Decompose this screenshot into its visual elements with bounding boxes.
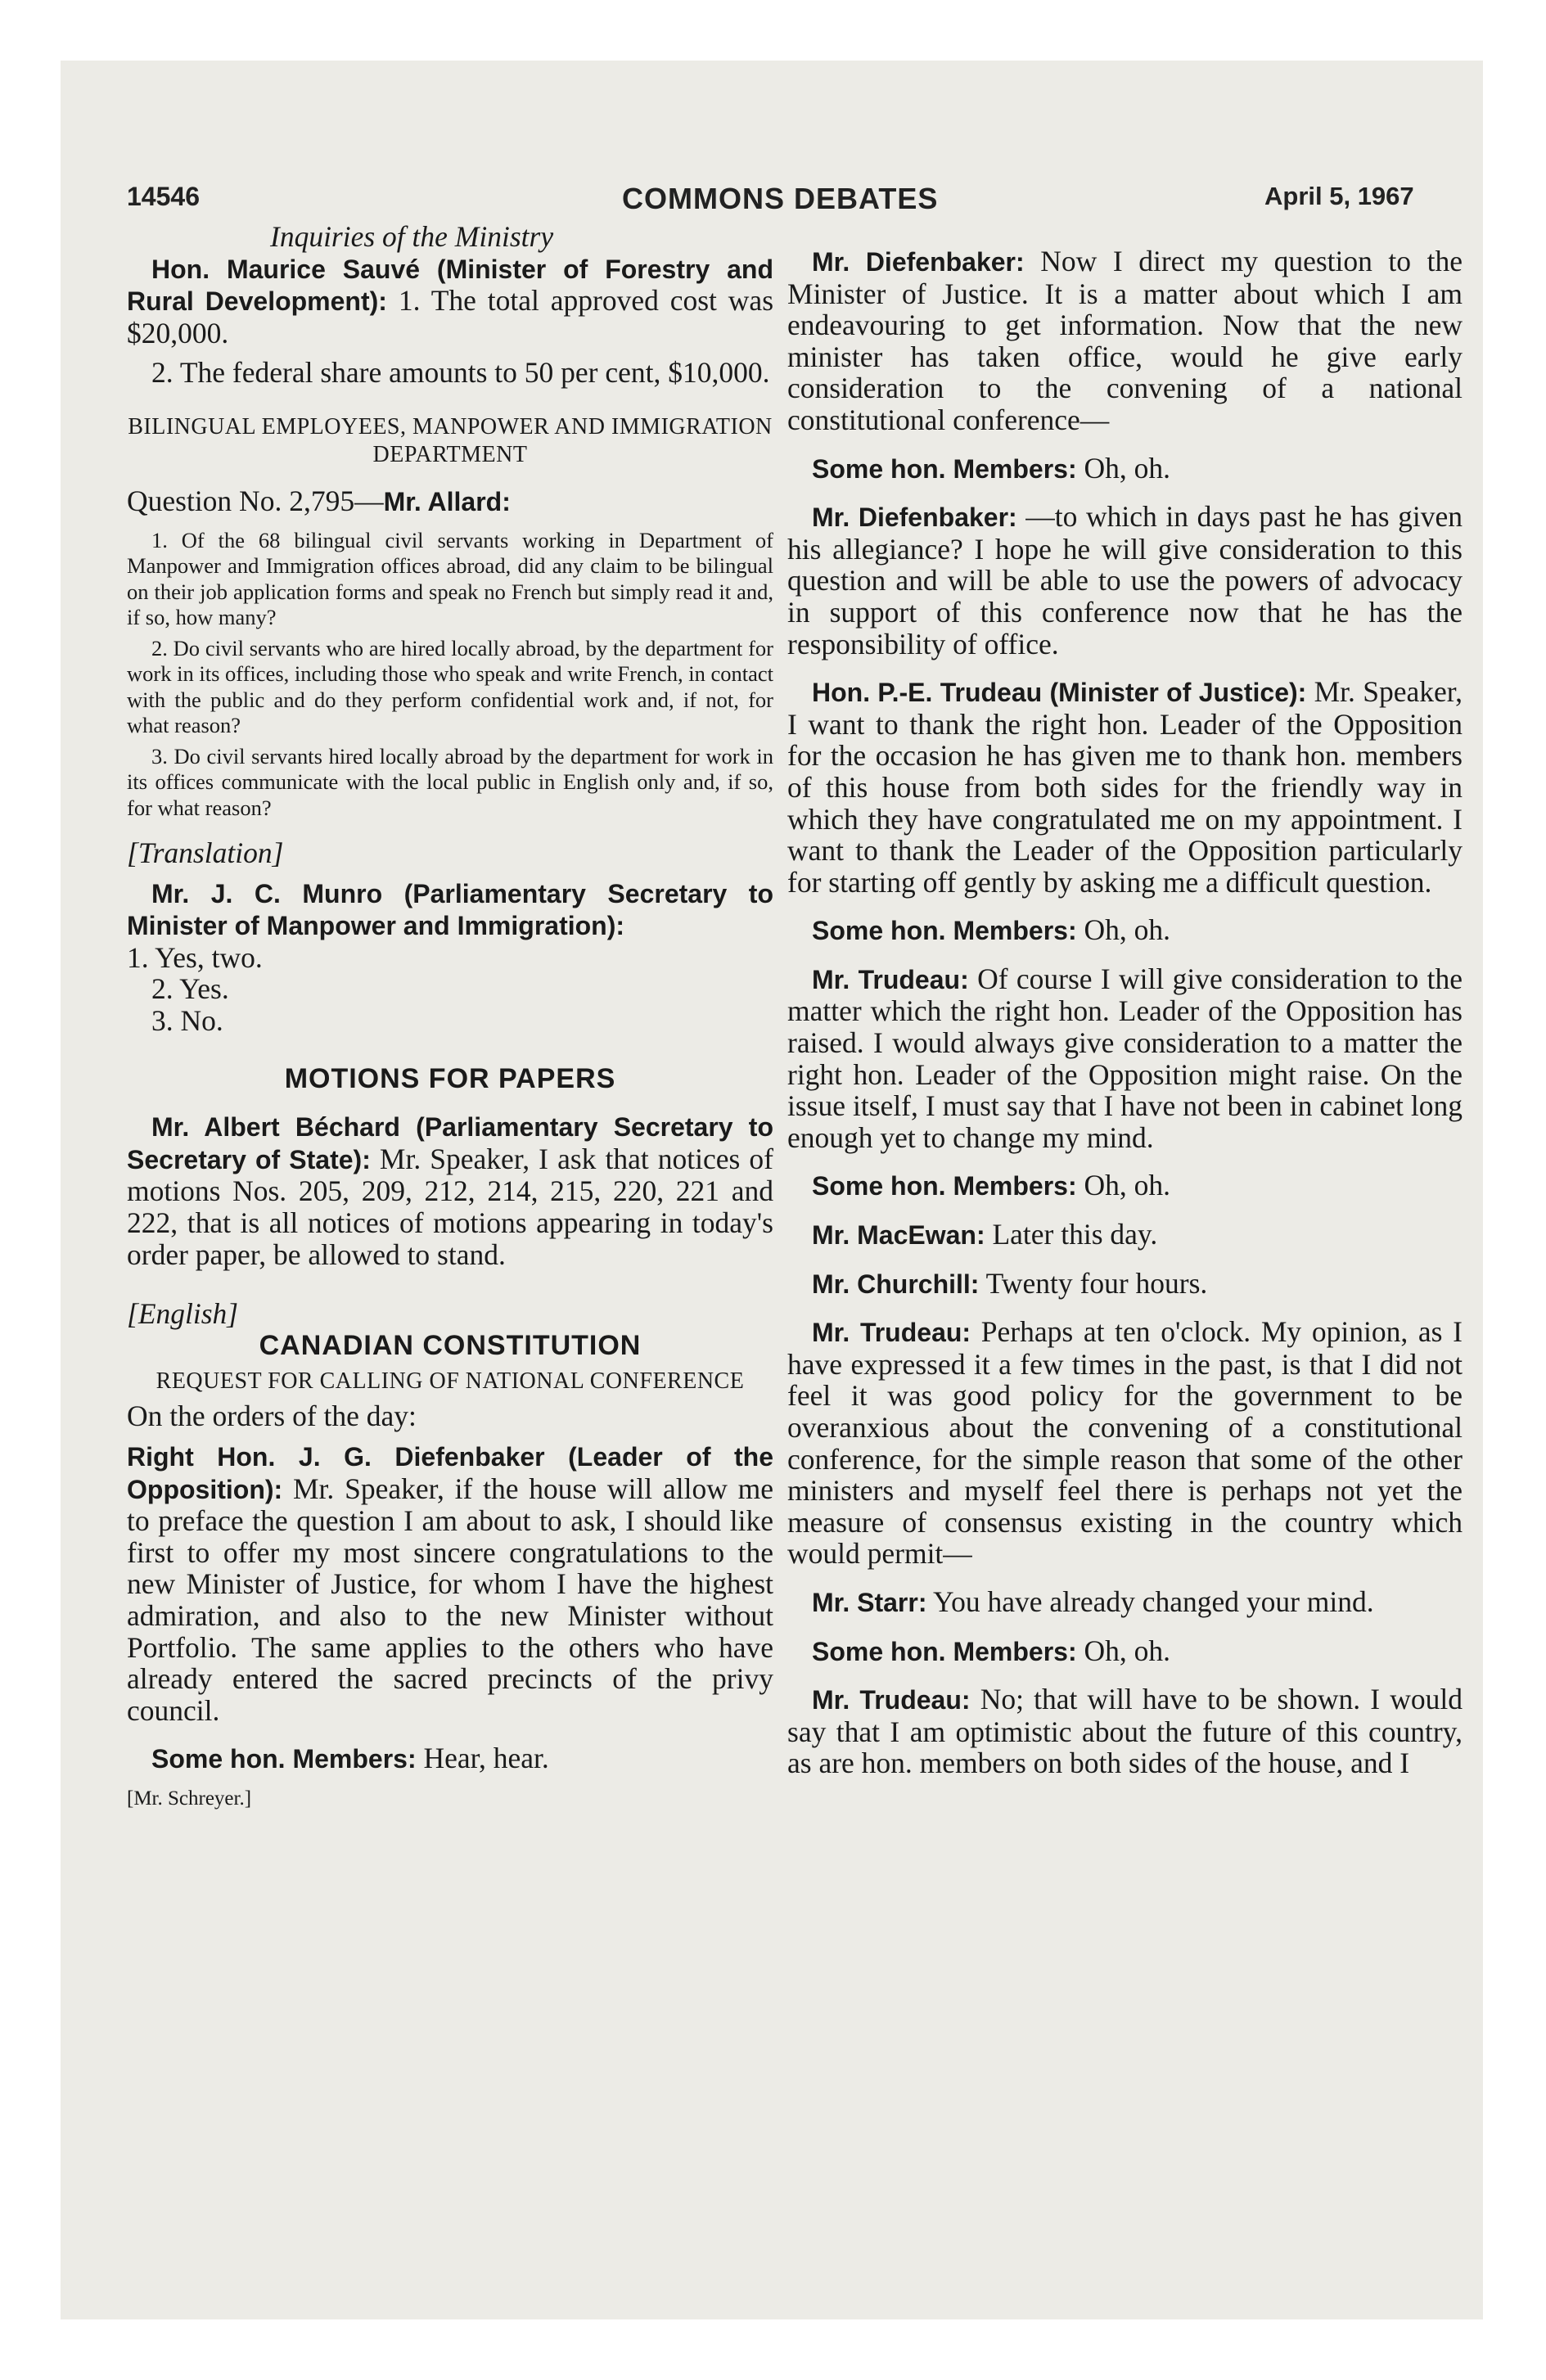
speaker-name: Some hon. Members: [812, 1171, 1077, 1201]
question-line: Question No. 2,795—Mr. Allard: [127, 484, 511, 517]
section-heading-bilingual: BILINGUAL EMPLOYEES, MANPOWER AND IMMIGRATION DEPARTMENT [128, 413, 773, 467]
paragraph-r8: Mr. MacEwan: Later this day. [812, 1218, 1158, 1251]
paragraph-r9: Mr. Churchill: Twenty four hours. [812, 1266, 1208, 1300]
paragraph-r13: Mr. Trudeau: No; that will have to be shown. I would say that I am optimistic about the future of this country, as are hon. members on both sides of the house, and I [787, 1683, 1463, 1780]
issue-date: April 5, 1967 [1264, 182, 1414, 210]
speaker-name: Mr. Trudeau: [812, 1318, 971, 1348]
section-heading-motions: MOTIONS FOR PAPERS [284, 1062, 616, 1094]
paragraph-r2: Some hon. Members: Oh, oh. [812, 451, 1170, 485]
paragraph-r5: Some hon. Members: Oh, oh. [812, 913, 1170, 947]
paragraph-bechard: Mr. Albert Béchard (Parliamentary Secretary to Secretary of State): Mr. Speaker, I ask that notices of motions Nos. 205, 209, 212, 214, 215, 220, 221 and 222, that is all notices of motions appearing in today's order paper, be allowed to stand. [127, 1112, 773, 1271]
paragraph-diefenbaker: Right Hon. J. G. Diefenbaker (Leader of the Opposition): Mr. Speaker, if the house will allow me to preface the question I am about to ask, I should like first to offer my most sincere congratulations to the new Minister of Justice, for whom I have the highest admiration, and also to the new Minister without Portfolio. The same applies to the others who have already entered the sacred precincts of the privy council. [127, 1441, 773, 1727]
paragraph-munro [127, 877, 773, 942]
page-number: 14546 [127, 182, 200, 211]
question-1: 1. Of the 68 bilingual civil servants working in Department of Manpower and Immigration offices abroad, did any claim to be bilingual on their job application forms and speak no French but simply read it and, if so, how many? [127, 527, 773, 630]
paragraph-members: Some hon. Members: Hear, hear. [151, 1742, 549, 1775]
speaker-name: Right Hon. J. G. Diefenbaker (Leader of the Opposition): [127, 1441, 773, 1504]
answer-1: 1. Yes, two. [127, 940, 263, 974]
speaker-name: Mr. Starr: [812, 1587, 927, 1617]
speaker-name: Hon. P.-E. Trudeau (Minister of Justice): [812, 678, 1307, 708]
question-3: 3. Do civil servants hired locally abroad by the department for work in its offices communicate with the local public in English only and, if so, for what reason? [127, 743, 773, 820]
paragraph-r4: Hon. P.-E. Trudeau (Minister of Justice): Mr. Speaker, I want to thank the right hon. Leader of the Opposition for the occasion he has given me to thank hon. members of this house from both sides for the friendly way in which they have congratulated me on my appointment. I want to thank the Leader of the Opposition particularly for starting off gently by asking me a difficult question. [787, 675, 1463, 899]
speaker-name: Mr. Allard: [383, 486, 511, 516]
speaker-name: Some hon. Members: [812, 453, 1077, 484]
paragraph-federal-share: 2. The federal share amounts to 50 per cent, $10,000. [151, 356, 770, 390]
orders-of-day: On the orders of the day: [127, 1400, 417, 1433]
speaker-name: Mr. Albert Béchard (Parliamentary Secretary to Secretary of State): [127, 1112, 773, 1174]
speaker-name: Mr. MacEwan: [812, 1220, 985, 1251]
speaker-name: Mr. Trudeau: [812, 1685, 971, 1715]
speaker-name: Mr. Diefenbaker: [812, 503, 1017, 533]
inquiries-heading: Inquiries of the Ministry [270, 220, 554, 253]
paragraph-r1: Mr. Diefenbaker: Now I direct my question to the Minister of Justice. It is a matter about which I am endeavouring to get information. Now that the new minister has taken office, would he give early consideration to the convening of a national constitutional conference— [787, 245, 1463, 436]
subheading-request: REQUEST FOR CALLING OF NATIONAL CONFERENCE [156, 1368, 745, 1395]
paragraph-r6: Mr. Trudeau: Of course I will give consideration to the matter which the right hon. Leader of the Opposition has raised. I would always give consideration to a matter the right hon. Leader of the Opposition might raise. On the issue itself, I must say that I have not been in cabinet long enough yet to change my mind. [787, 962, 1463, 1154]
paragraph-sauve: Hon. Maurice Sauvé (Minister of Forestry and Rural Development): 1. The total approved cost was $20,000. [127, 254, 774, 349]
left-column [127, 221, 773, 1815]
translation-note: [Translation] [127, 836, 284, 870]
speaker-name: Some hon. Members: [812, 916, 1077, 946]
answer-3: 3. No. [151, 1004, 223, 1038]
answer-2: 2. Yes. [151, 972, 229, 1006]
speaker-name: Hon. Maurice Sauvé (Minister of Forestry and Rural Development): [127, 254, 773, 317]
speaker-name: Mr. J. C. Munro (Parliamentary Secretary to Minister of Manpower and Immigration): [127, 878, 773, 941]
paragraph-r7: Some hon. Members: Oh, oh. [812, 1169, 1170, 1202]
speaker-name: Some hon. Members: [151, 1744, 417, 1774]
english-note: [English] [127, 1297, 239, 1331]
speaker-name: Mr. Diefenbaker: [812, 247, 1025, 277]
speaker-name: Some hon. Members: [812, 1636, 1077, 1666]
section-heading-constitution: CANADIAN CONSTITUTION [259, 1329, 642, 1361]
speaker-name: Mr. Churchill: [812, 1269, 980, 1299]
paragraph-r12: Some hon. Members: Oh, oh. [812, 1634, 1170, 1667]
speaker-name: Mr. Trudeau: [812, 964, 969, 994]
paragraph-r10: Mr. Trudeau: Perhaps at ten o'clock. My opinion, as I have expressed it a few times in the past, is that I did not feel it was good policy for the government to be overanxious about the convening of a constitutional conference, for the simple reason that some of the other ministers and myself feel there is perhaps not yet the measure of consensus existing in the country which would permit— [787, 1315, 1463, 1571]
right-column [787, 246, 1463, 1779]
paragraph-r3: Mr. Diefenbaker: —to which in days past he has given his allegiance? I hope he will give consideration to this question and will be able to use the powers of advocacy in support of this conference now that he has the responsibility of office. [787, 500, 1463, 660]
publication-title: COMMONS DEBATES [622, 182, 939, 215]
paragraph-r11: Mr. Starr: You have already changed your mind. [812, 1584, 1374, 1618]
footer-note: [Mr. Schreyer.] [127, 1787, 252, 1810]
question-2: 2. Do civil servants who are hired locally abroad, by the department for work in its offices, including those who speak and write French, in contact with the public and do they perform confidential work and, if not, for what reason? [127, 635, 773, 738]
